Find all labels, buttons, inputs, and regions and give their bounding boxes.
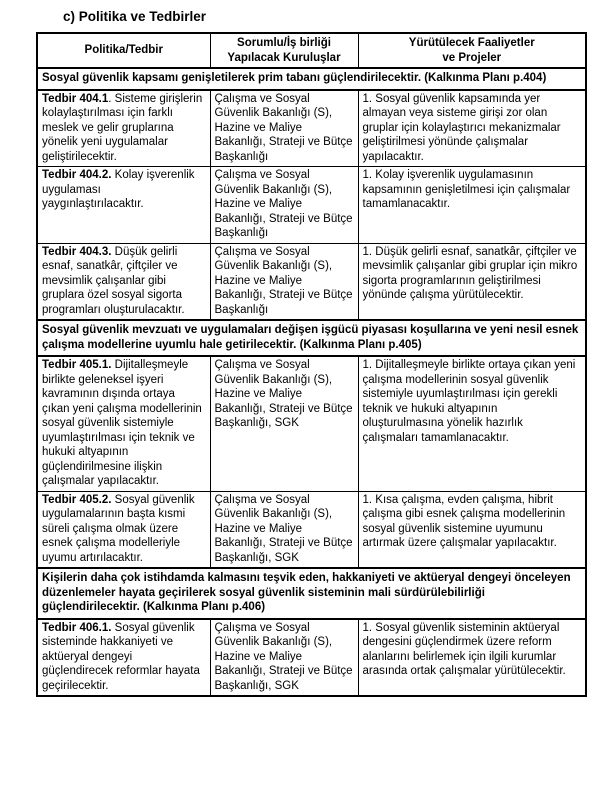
organizations-cell: Çalışma ve Sosyal Güvenlik Bakanlığı (S), Hazine ve Maliye Bakanlığı, Strateji ve Bütçe Başkanlığı — [210, 167, 358, 244]
activities-cell: 1. Dijitalleşmeyle birlikte ortaya çıkan yeni çalışma modellerinin sosyal güvenlik sistemiyle uyumlaştırılması için gerekli teknik ve hukuki altyapının oluşturulmasına yönelik hazırlık çalışmaları tamamlanacaktır. — [358, 356, 586, 491]
page-title: c) Politika ve Tedbirler — [63, 9, 207, 24]
section-heading-row — [37, 320, 586, 356]
column-header-activities — [358, 33, 586, 68]
table-row — [37, 90, 586, 167]
section-heading: Kişilerin daha çok istihdamda kalmasını teşvik eden, hakkaniyeti ve aktüeryal dengeyi önceleyen düzenlemeler hayata geçirilerek sosyal güvenlik sisteminin mali sürdürülebilirliği güçlendirilecektir. (Kalkınma Planı p.406) — [37, 568, 586, 619]
activities-cell: 1. Sosyal güvenlik kapsamında yer almayan veya sisteme girişi zor olan gruplar için kolaylaştırıcı mekanizmalar geliştirilmesi yönünde çalışmalar yapılacaktır. — [358, 90, 586, 167]
organizations-cell: Çalışma ve Sosyal Güvenlik Bakanlığı (S), Hazine ve Maliye Bakanlığı, Strateji ve Bütçe Başkanlığı, SGK — [210, 619, 358, 697]
measure-id: Tedbir 406.1. — [42, 621, 112, 634]
column-header-line: Yürütülecek Faaliyetler — [408, 37, 535, 49]
measure-cell — [37, 491, 210, 568]
table-row — [37, 243, 586, 320]
column-header-organizations — [210, 33, 358, 68]
measure-id: Tedbir 405.1. — [42, 359, 112, 371]
measure-id: Tedbir 404.3. — [42, 245, 112, 258]
organizations-cell: Çalışma ve Sosyal Güvenlik Bakanlığı (S), Hazine ve Maliye Bakanlığı, Strateji ve Bütçe Başkanlığı, SGK — [210, 356, 358, 491]
measure-id: Tedbir 404.2. — [42, 169, 112, 181]
table-row — [37, 167, 586, 244]
measure-cell — [37, 90, 210, 167]
section-heading: Sosyal güvenlik mevzuatı ve uygulamaları değişen işgücü piyasası koşullarına ve yeni nesil esnek çalışma modellerine uyumlu hale getirilecektir. (Kalkınma Planı p.405) — [37, 320, 586, 356]
measure-text: . Sisteme girişlerin kolaylaştırılması için farklı meslek ve gelir gruplarına yönelik yeni uygulamalar geliştirilecektir. — [42, 92, 203, 163]
measure-id: Tedbir 404.1 — [42, 92, 109, 105]
measure-cell — [37, 243, 210, 320]
measure-cell — [37, 356, 210, 491]
measure-text: Dijitalleşmeyle birlikte geleneksel işyeri kavramının dışında ortaya çıkan yeni çalışma modellerinin sosyal güvenlik sistemiyle uyumlaştırılması için teknik ve hukuki altyapının güçlendirilmesine ilişkin çalışmalar yapılacaktır. — [42, 359, 202, 487]
section-heading: Sosyal güvenlik kapsamı genişletilerek prim tabanı güçlendirilecektir. (Kalkınma Planı p.404) — [37, 68, 586, 90]
column-header-line: Politika/Tedbir — [84, 44, 163, 57]
table-row — [37, 619, 586, 697]
table-row — [37, 491, 586, 568]
column-header-line: ve Projeler — [442, 51, 502, 64]
activities-cell: 1. Sosyal güvenlik sisteminin aktüeryal dengesini güçlendirmek üzere reform alanlarını belirlemek için ilgili kurumlar arasında ortak çalışmalar yürütülecektir. — [358, 619, 586, 697]
measure-text: Düşük gelirli esnaf, sanatkâr, çiftçiler ve mevsimlik çalışanlar gibi gruplara özel sosyal sigorta programları oluşturulacaktır. — [42, 245, 185, 316]
policy-measures-table — [36, 32, 587, 697]
measure-text: Sosyal güvenlik uygulamalarının başta kısmi süreli çalışma olmak üzere esnek çalışma modelleriyle uyumu artırılacaktır. — [42, 493, 195, 564]
activities-cell: 1. Kısa çalışma, evden çalışma, hibrit çalışma gibi esnek çalışma modellerinin sosyal güvenlik sistemine uyumunu artırmak üzere çalışmalar yapılacaktır. — [358, 491, 586, 568]
activities-cell: 1. Düşük gelirli esnaf, sanatkâr, çiftçiler ve mevsimlik çalışanlar gibi gruplar için mikro sigorta programlarının geliştirilmesi yönünde çalışma yürütülecektir. — [358, 243, 586, 320]
measure-text: Sosyal güvenlik sisteminde hakkaniyeti ve aktüeryal dengeyi güçlendirecek reformlar hayata geçirilecektir. — [42, 621, 200, 692]
column-header-policy — [37, 33, 210, 68]
column-header-line: Yapılacak Kuruluşlar — [227, 51, 341, 64]
measure-id: Tedbir 405.2. — [42, 493, 112, 506]
section-heading-row — [37, 68, 586, 90]
table-row — [37, 356, 586, 491]
measure-cell — [37, 167, 210, 244]
measure-cell — [37, 619, 210, 697]
organizations-cell: Çalışma ve Sosyal Güvenlik Bakanlığı (S), Hazine ve Maliye Bakanlığı, Strateji ve Bütçe Başkanlığı, SGK — [210, 491, 358, 568]
measure-text: Kolay işverenlik uygulaması yaygınlaştırılacaktır. — [42, 169, 195, 210]
column-header-line: Sorumlu/İş birliği — [237, 37, 331, 49]
activities-cell: 1. Kolay işverenlik uygulamasının kapsamının genişletilmesi için çalışmalar tamamlanacaktır. — [358, 167, 586, 244]
section-heading-row — [37, 568, 586, 619]
organizations-cell: Çalışma ve Sosyal Güvenlik Bakanlığı (S), Hazine ve Maliye Bakanlığı, Strateji ve Bütçe Başkanlığı — [210, 243, 358, 320]
organizations-cell: Çalışma ve Sosyal Güvenlik Bakanlığı (S), Hazine ve Maliye Bakanlığı, Strateji ve Bütçe Başkanlığı — [210, 90, 358, 167]
table-header-row — [37, 33, 586, 68]
